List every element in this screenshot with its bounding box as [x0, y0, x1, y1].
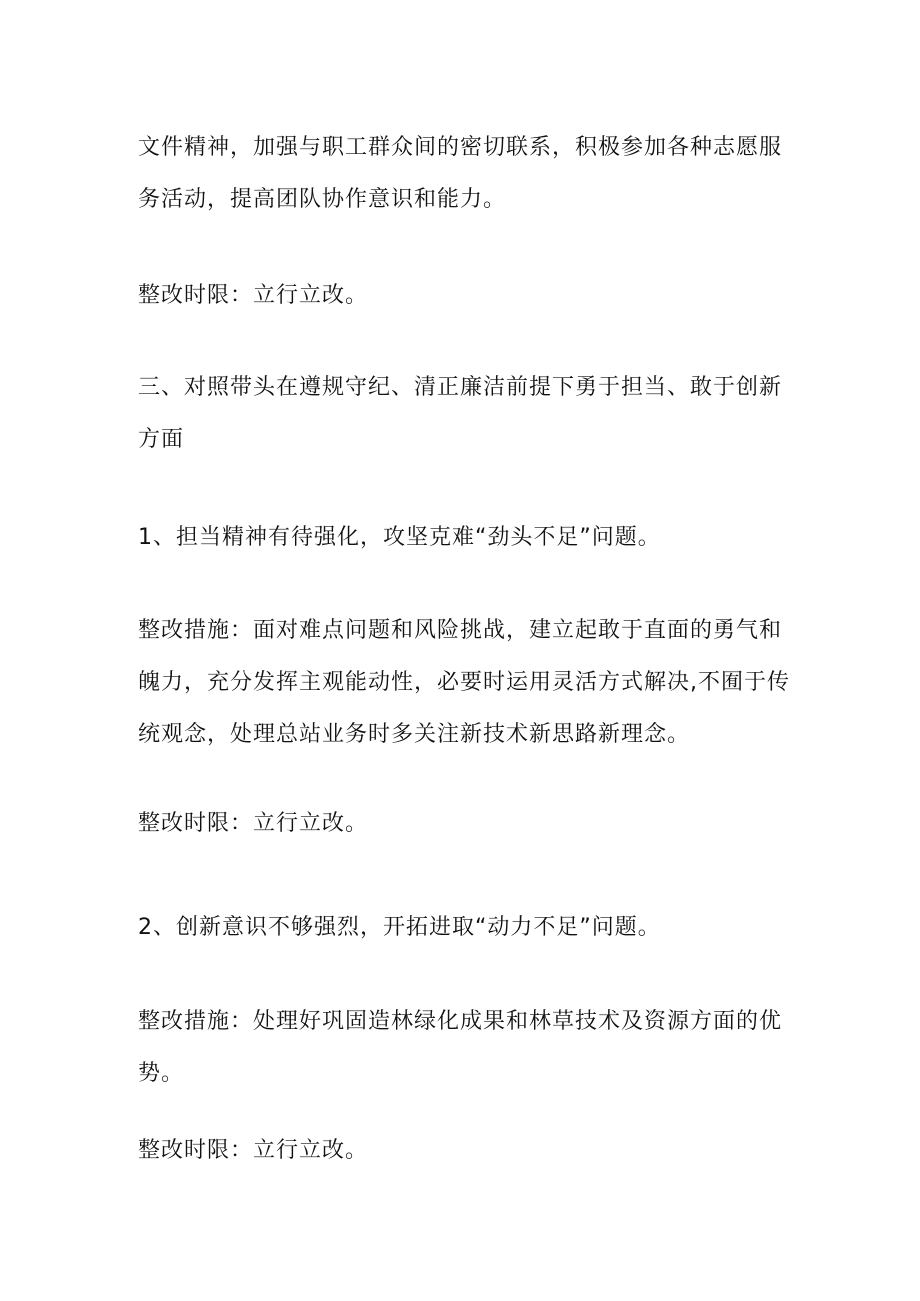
paragraph-measures-2: 整改措施：处理好巩固造林绿化成果和林草技术及资源方面的优势。 [138, 1009, 783, 1086]
paragraph-deadline-2: 整改时限：立行立改。 [138, 811, 369, 836]
issue-item-2: 2、创新意识不够强烈，开拓进取“动力不足”问题。 [138, 915, 661, 940]
paragraph-volunteer-activities: 文件精神，加强与职工群众间的密切联系，积极参加各种志愿服务活动，提高团队协作意识和能力。 [138, 135, 783, 212]
paragraph-deadline-3: 整改时限：立行立改。 [138, 1138, 369, 1163]
paragraph-deadline-1: 整改时限：立行立改。 [138, 283, 369, 308]
section-heading-three: 三、对照带头在遵规守纪、清正廉洁前提下勇于担当、敢于创新方面 [138, 375, 783, 452]
issue-item-1: 1、担当精神有待强化，攻坚克难“劲头不足”问题。 [138, 525, 661, 550]
paragraph-measures-1: 整改措施：面对难点问题和风险挑战，建立起敢于直面的勇气和魄力，充分发挥主观能动性，必要时运用灵活方式解决,不囿于传统观念，处理总站业务时多关注新技术新思路新理念。 [138, 618, 790, 747]
